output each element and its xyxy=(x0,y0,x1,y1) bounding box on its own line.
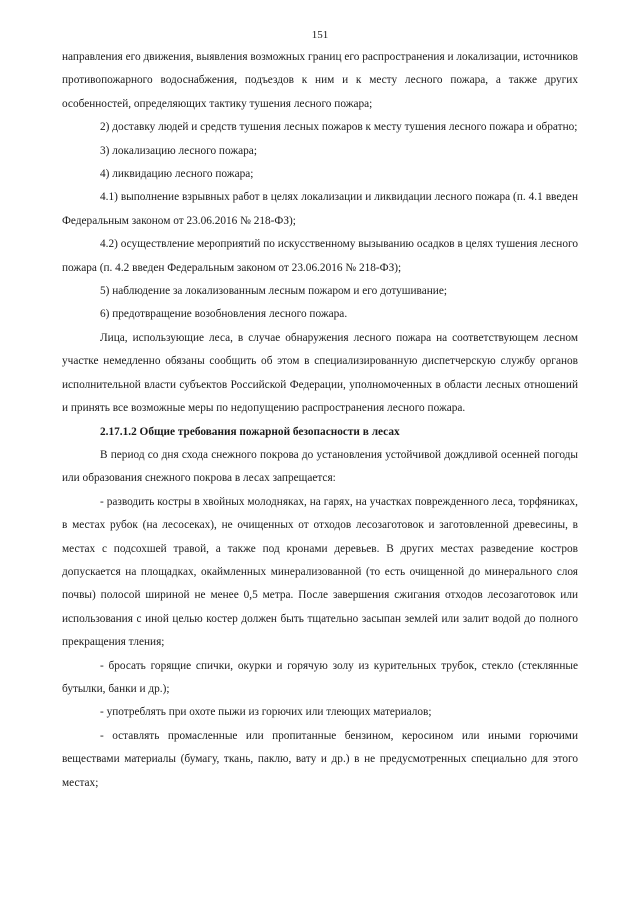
list-item: 4.1) выполнение взрывных работ в целях локализации и ликвидации лесного пожара (п. 4.1 введен Федеральным законом от 23.06.2016 № 218-ФЗ); xyxy=(62,191,578,227)
paragraph: В период со дня схода снежного покрова до установления устойчивой дождливой осенней погоды или образования снежного покрова в лесах запрещается: xyxy=(62,448,578,485)
paragraph: Лица, использующие леса, в случае обнаружения лесного пожара на соответствующем лесном участке немедленно обязаны сообщить об этом в специализированную диспетчерскую службу органов исполнительной власти субъектов Российской Федерации, уполномоченных в области лесных отношений и принять все возможные меры по недопущению распространения лесного пожара. xyxy=(62,331,578,415)
list-item: 5) наблюдение за локализованным лесным пожаром и его дотушивание; xyxy=(100,285,447,298)
list-item: 4) ликвидацию лесного пожара; xyxy=(100,168,254,181)
list-item: 6) предотвращение возобновления лесного пожара. xyxy=(100,308,348,321)
list-item: - разводить костры в хвойных молодняках, на гарях, на участках поврежденного леса, торфяниках, в местах рубок (на лесосеках), не очищенных от отходов лесозаготовок и заготовленной древесины, в местах с подсохшей травой, а также под кронами деревьев. В других местах разведение костров допускается на площадках, окаймленных минерализованной (то есть очищенной до минерального слоя почвы) полосой шириной не менее 0,5 метра. После завершения сжигания отходов лесозаготовок или использования с иной целью костер должен быть тщательно засыпан землей или залит водой до полного прекращения тления; xyxy=(62,495,578,649)
list-item: 4.2) осуществление мероприятий по искусственному вызыванию осадков в целях тушения лесного пожара (п. 4.2 введен Федеральным законом от 23.06.2016 № 218-ФЗ); xyxy=(62,238,578,274)
page-number: 151 xyxy=(311,29,329,41)
list-item: 2) доставку людей и средств тушения лесных пожаров к месту тушения лесного пожара и обратно; xyxy=(100,121,578,134)
list-item: - оставлять промасленные или пропитанные бензином, керосином или иными горючими веществами материалы (бумагу, ткань, паклю, вату и др.) в не предусмотренных специально для этого местах; xyxy=(62,729,578,789)
list-item: - употреблять при охоте пыжи из горючих или тлеющих материалов; xyxy=(100,706,432,719)
list-item: - бросать горящие спички, окурки и горячую золу из курительных трубок, стекло (стеклянные бутылки, банки и др.); xyxy=(62,659,578,695)
section-heading: 2.17.1.2 Общие требования пожарной безопасности в лесах xyxy=(100,425,400,438)
document-body xyxy=(62,46,578,795)
paragraph-continuation: направления его движения, выявления возможных границ его распространения и локализации, источников противопожарного водоснабжения, подъездов к ним и к месту лесного пожара, а также других особенностей, определяющих тактику тушения лесного пожара; xyxy=(62,51,578,110)
list-item: 3) локализацию лесного пожара; xyxy=(100,144,257,157)
